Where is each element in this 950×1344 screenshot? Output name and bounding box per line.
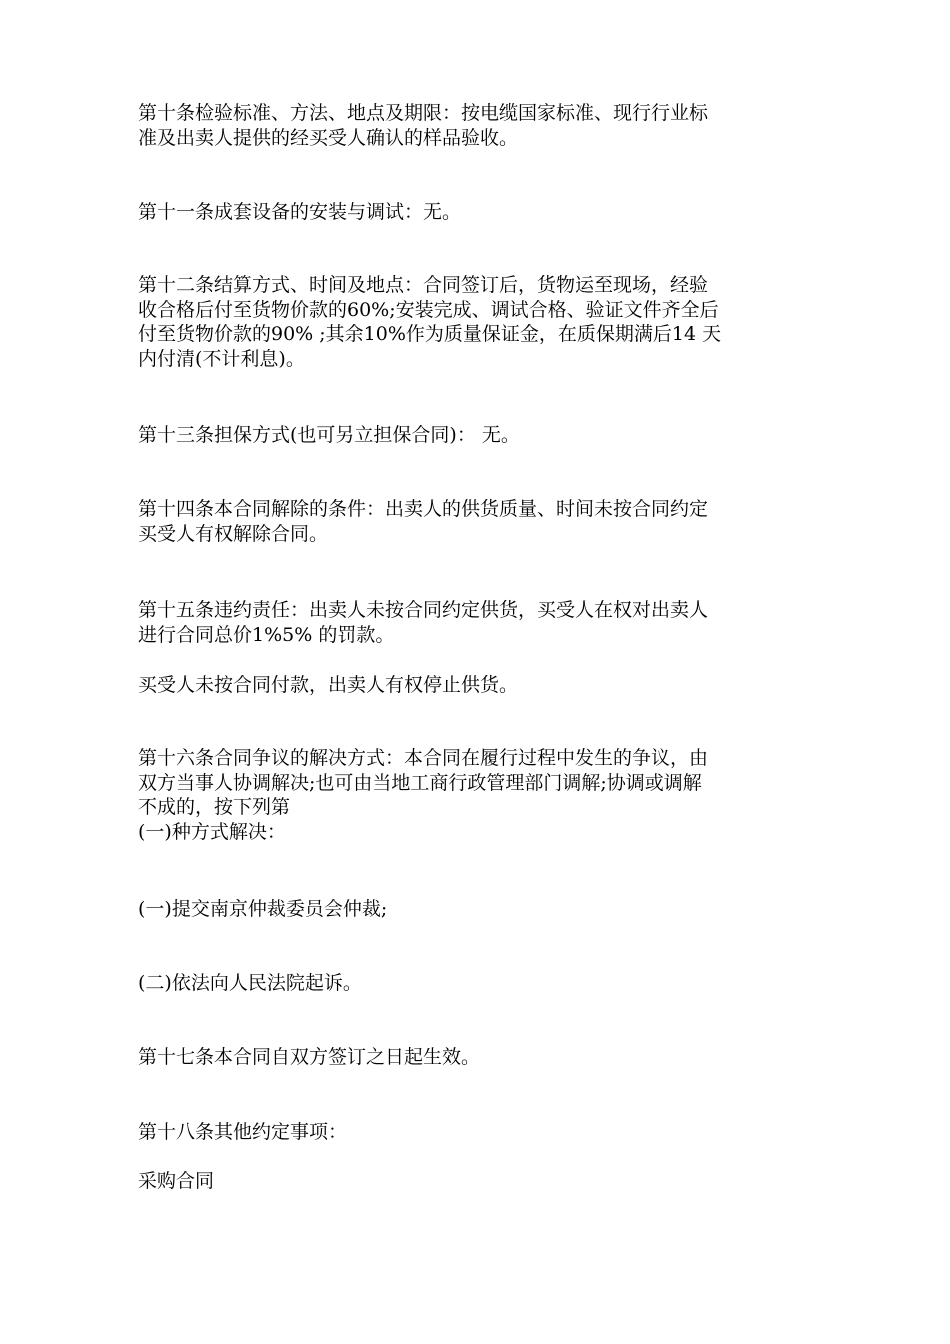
article-15-line-2: 进行合同总价1%5% 的罚款。 — [138, 623, 395, 646]
article-12-line-3: 付至货物价款的90% ;其余10%作为质量保证金，在质保期满后14 天 — [138, 323, 722, 345]
article-10-line-2: 准及出卖人提供的经买受人确认的样品验收。 — [138, 126, 519, 149]
article-17-text: 第十七条本合同自双方签订之日起生效。 — [138, 1046, 481, 1068]
article-16-line-3: 不成的，按下列第 — [138, 796, 291, 818]
article-13 — [138, 423, 814, 448]
article-18-text: 第十八条其他约定事项： — [138, 1121, 348, 1143]
article-14-line-1: 第十四条本合同解除的条件：出卖人的供货质量、时间未按合同约定 — [138, 498, 709, 520]
article-12-line-2: 收合格后付至货物价款的60%;安装完成、调试合格、验证文件齐全后 — [138, 298, 719, 321]
article-16-line-1: 第十六条合同争议的解决方式：本合同在履行过程中发生的争议，由 — [138, 747, 709, 769]
article-15-extra-text: 买受人未按合同付款，出卖人有权停止供货。 — [138, 674, 519, 696]
article-12-line-4: 内付清(不计利息)。 — [138, 347, 305, 370]
article-16 — [138, 746, 814, 844]
footer-title: 采购合同 — [138, 1170, 215, 1192]
article-10 — [138, 101, 814, 150]
article-11 — [138, 200, 814, 225]
article-12 — [138, 273, 814, 371]
article-16-line-4: (一)种方式解决： — [138, 820, 286, 843]
option-2-text: (二)依法向人民法院起诉。 — [138, 972, 362, 994]
article-16-option-1 — [138, 897, 814, 922]
article-12-line-1: 第十二条结算方式、时间及地点：合同签订后，货物运至现场，经验 — [138, 274, 709, 296]
article-11-text: 第十一条成套设备的安装与调试：无。 — [138, 201, 462, 223]
article-18 — [138, 1120, 814, 1145]
article-15-line-1: 第十五条违约责任：出卖人未按合同约定供货，买受人在权对出卖人 — [138, 599, 709, 621]
article-15-extra — [138, 673, 814, 698]
article-13-text: 第十三条担保方式(也可另立担保合同)： 无。 — [138, 424, 520, 446]
option-1-text: (一)提交南京仲裁委员会仲裁; — [138, 898, 388, 920]
article-10-line-1: 第十条检验标准、方法、地点及期限：按电缆国家标准、现行行业标 — [138, 102, 709, 124]
footer-text — [138, 1169, 814, 1194]
article-14 — [138, 497, 814, 546]
article-17 — [138, 1045, 814, 1070]
article-16-line-2: 双方当事人协调解决;也可由当地工商行政管理部门调解;协调或调解 — [138, 771, 702, 794]
article-16-option-2 — [138, 971, 814, 996]
article-14-line-2: 买受人有权解除合同。 — [138, 522, 329, 545]
article-15 — [138, 598, 814, 647]
